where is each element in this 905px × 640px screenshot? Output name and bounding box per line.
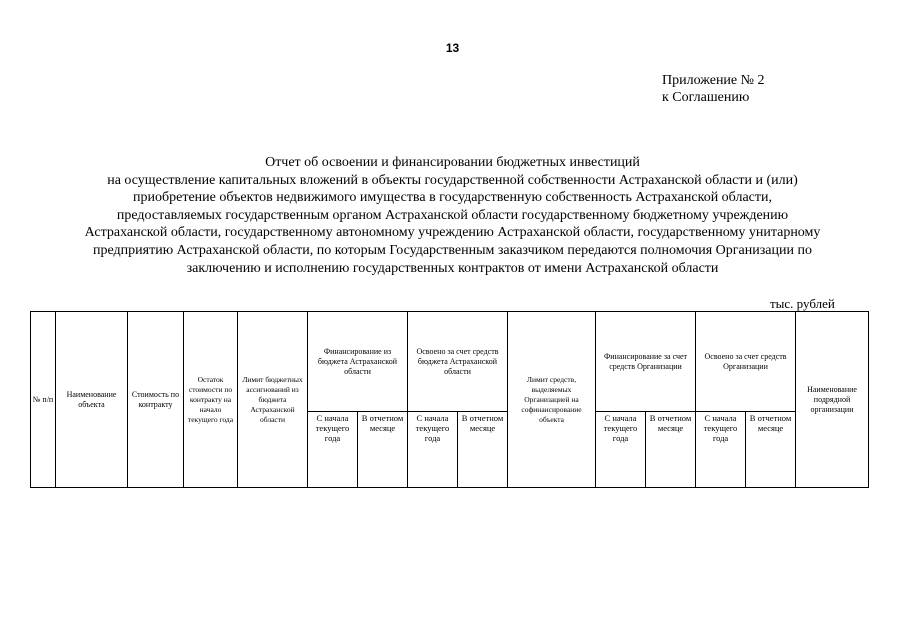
page-number: 13: [445, 41, 460, 55]
title-line: предоставляемых государственным органом Астраханской области государственному бюджетному учреждению: [116, 207, 789, 223]
header-budget-limit: Лимит бюджетных ассигнований из бюджета Астраханской области: [238, 312, 308, 488]
header-contractor: Наименование подрядной организации: [796, 312, 869, 488]
header-contract-cost: Стоимость по контракту: [128, 312, 184, 488]
appendix-header: [662, 72, 765, 106]
header-financing-budget: Финансирование из бюджета Астраханской области: [308, 312, 408, 412]
header-num: № п/п: [31, 312, 56, 488]
report-table: [30, 311, 869, 488]
subheader-from-start: С начала текущего года: [596, 412, 646, 488]
subheader-in-month: В отчетном месяце: [358, 412, 408, 488]
appendix-line-1: Приложение № 2: [662, 73, 765, 88]
subheader-from-start: С начала текущего года: [308, 412, 358, 488]
title-line: приобретение объектов недвижимого имущества в государственную собственность Астраханской области,: [133, 190, 772, 206]
subheader-from-start: С начала текущего года: [696, 412, 746, 488]
subheader-from-start: С начала текущего года: [408, 412, 458, 488]
document-title: [20, 154, 885, 277]
header-object-name: Наименование объекта: [56, 312, 128, 488]
title-line: на осуществление капитальных вложений в объекты государственной собственности Астраханской области и (или): [107, 172, 798, 188]
header-financing-org: Финансирование за счет средств Организации: [596, 312, 696, 412]
subheader-in-month: В отчетном месяце: [646, 412, 696, 488]
units-label: тыс. рублей: [770, 296, 835, 311]
title-line: предприятию Астраханской области, по которым Государственным заказчиком передаются полномочия Организации по: [93, 242, 812, 258]
subheader-in-month: В отчетном месяце: [746, 412, 796, 488]
header-remainder: Остаток стоимости по контракту на начало текущего года: [184, 312, 238, 488]
title-line: Астраханской области, государственному автономному учреждению Астраханской области, государственному унитарному: [84, 225, 821, 241]
header-developed-budget: Освоено за счет средств бюджета Астраханской области: [408, 312, 508, 412]
appendix-line-2: к Соглашению: [662, 90, 750, 105]
title-line: Отчет об освоении и финансировании бюджетных инвестиций: [265, 155, 640, 170]
subheader-in-month: В отчетном месяце: [458, 412, 508, 488]
header-developed-org: Освоено за счет средств Организации: [696, 312, 796, 412]
header-org-limit: Лимит средств, выделяемых Организацией на софинансирование объекта: [508, 312, 596, 488]
title-line: заключению и исполнению государственных контрактов от имени Астраханской области: [186, 260, 719, 276]
